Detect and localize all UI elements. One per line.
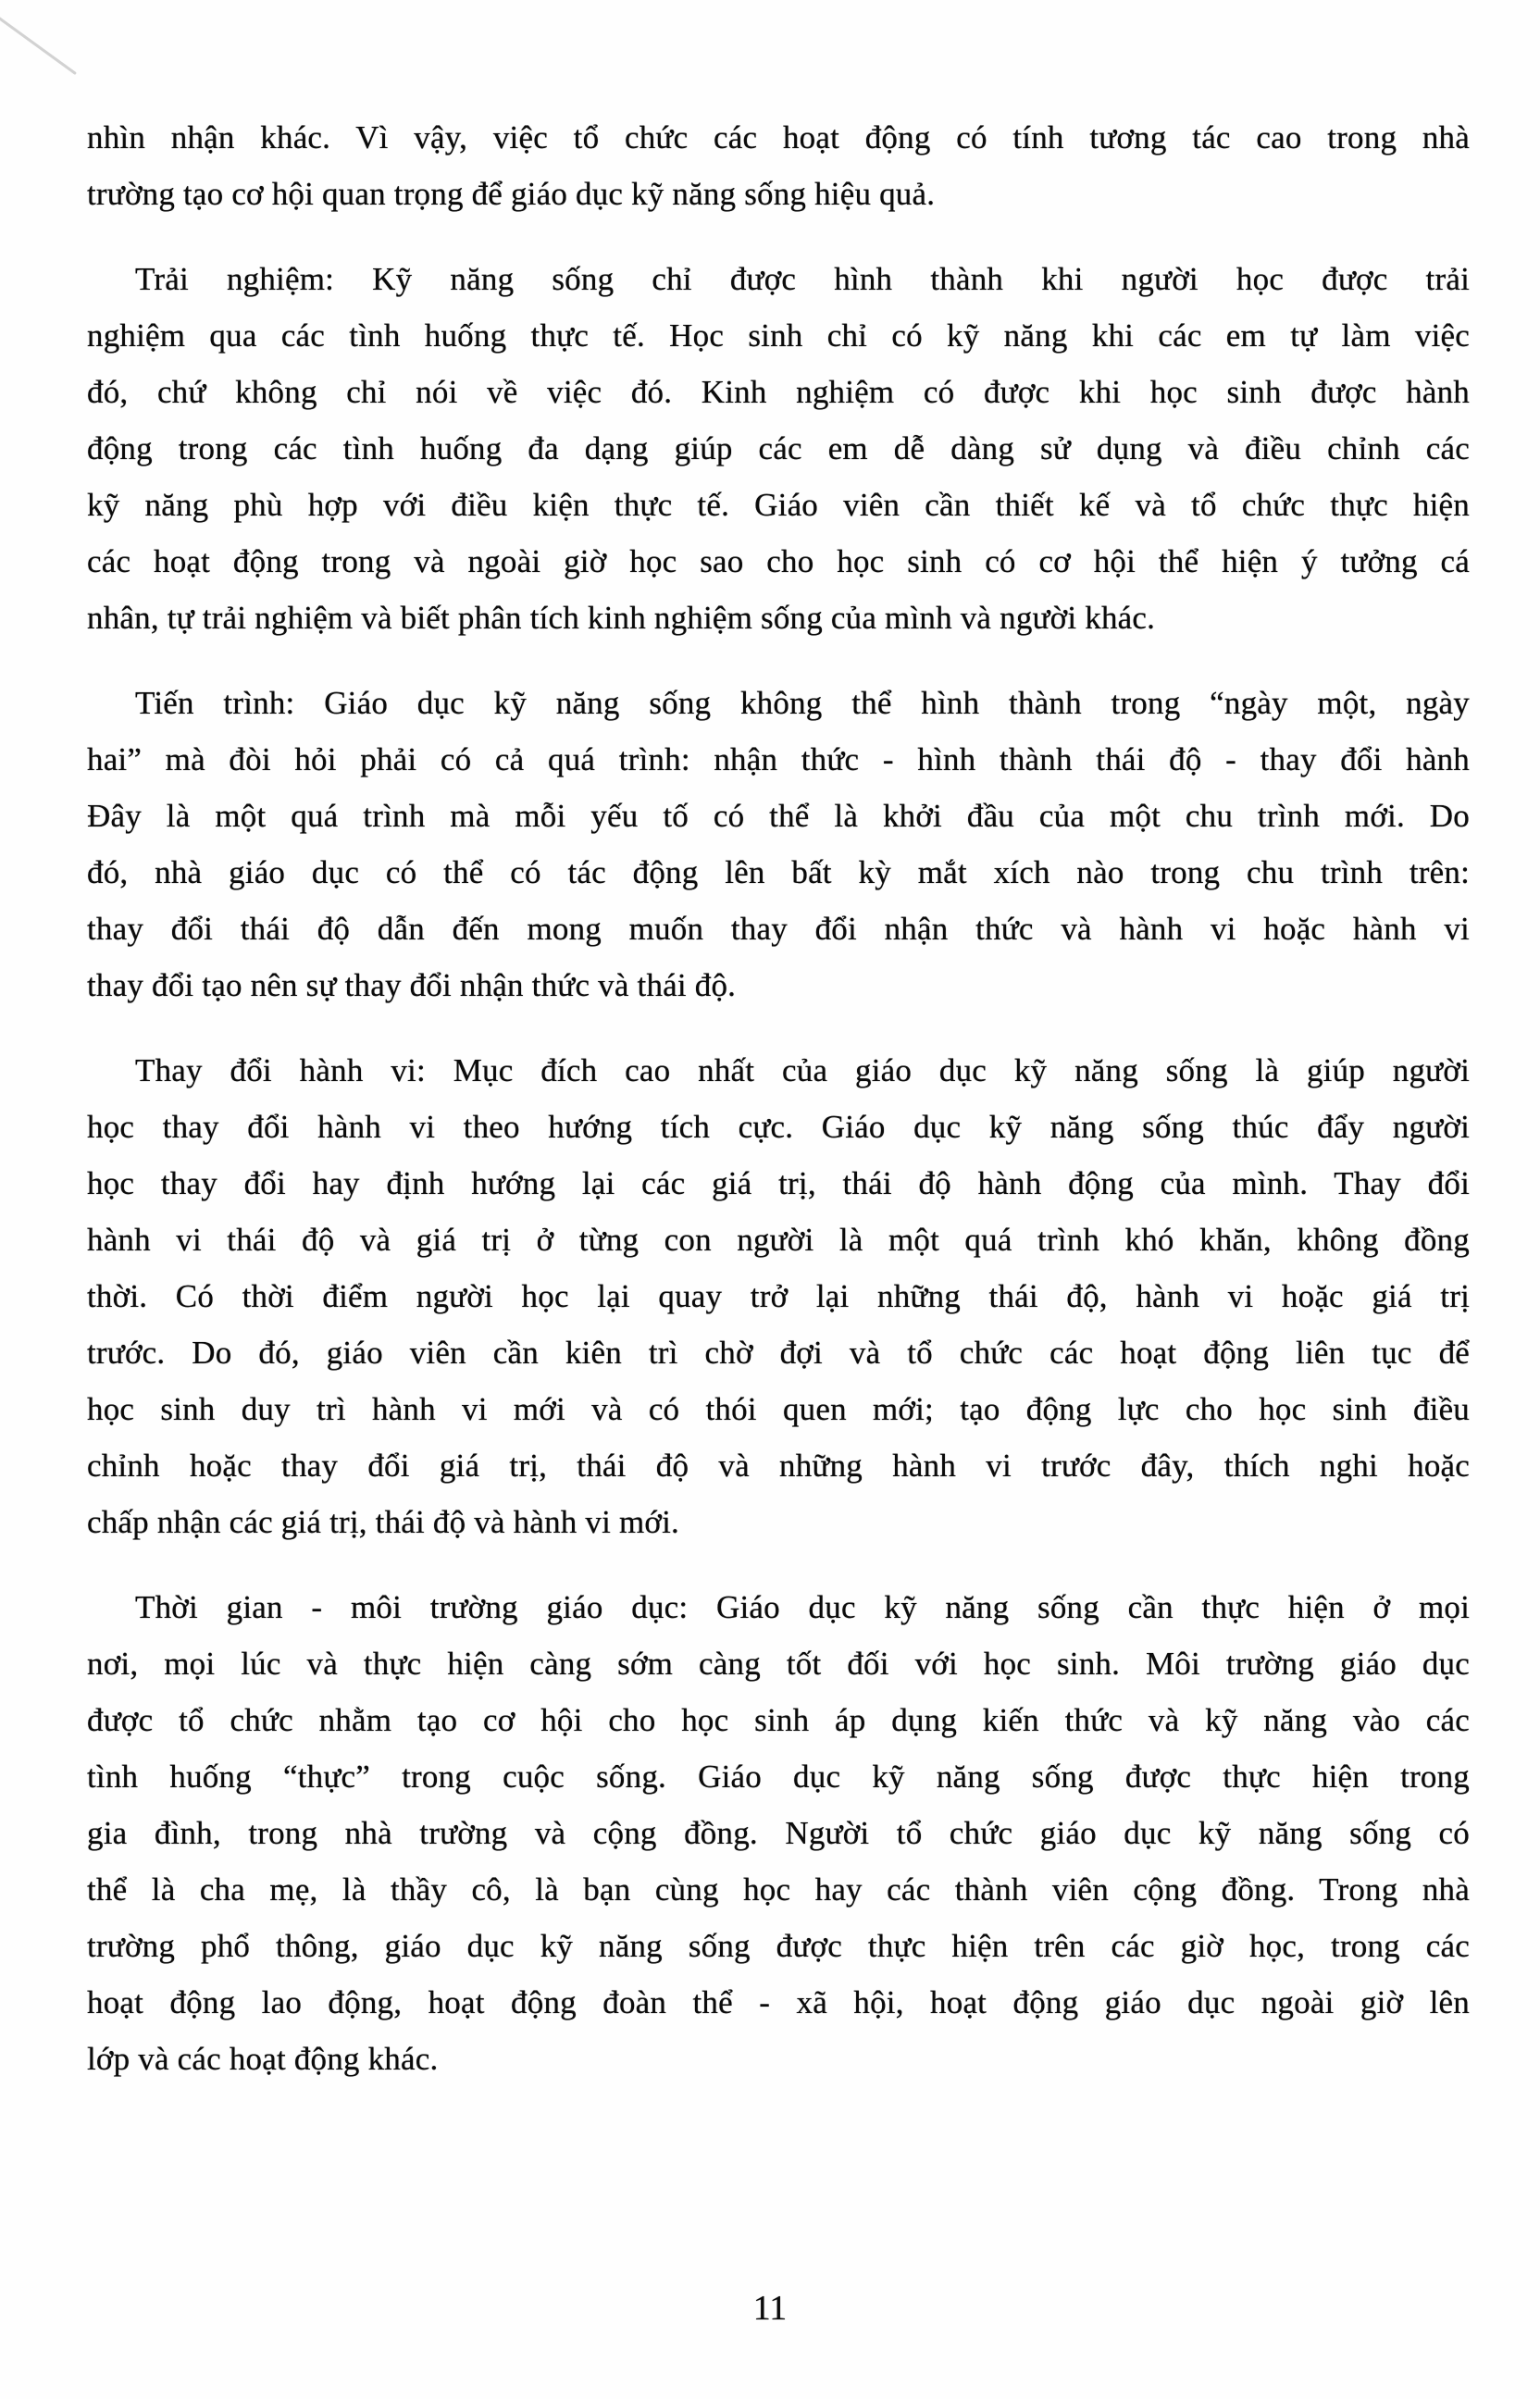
text-line: chỉnh hoặc thay đổi giá trị, thái độ và những hành vi trước đây, thích nghi hoặc xyxy=(87,1448,1470,1484)
text-line: nhân, tự trải nghiệm và biết phân tích kinh nghiệm sống của mình và người khác. xyxy=(87,600,1156,636)
text-line: nơi, mọi lúc và thực hiện càng sớm càng tốt đối với học sinh. Môi trường giáo dục xyxy=(87,1646,1470,1682)
text-line: tình huống “thực” trong cuộc sống. Giáo dục kỹ năng sống được thực hiện trong xyxy=(87,1759,1470,1795)
text-line: Đây là một quá trình mà mỗi yếu tố có thể là khởi đầu của một chu trình mới. Do xyxy=(87,798,1470,834)
text-line: hai” mà đòi hỏi phải có cả quá trình: nhận thức - hình thành thái độ - thay đổi hành xyxy=(87,741,1470,777)
text-line: Thay đổi hành vi: Mục đích cao nhất của giáo dục kỹ năng sống là giúp người xyxy=(135,1052,1470,1088)
text-line: Tiến trình: Giáo dục kỹ năng sống không thể hình thành trong “ngày một, ngày xyxy=(135,685,1470,721)
text-line: hành vi thái độ và giá trị ở từng con người là một quá trình khó khăn, không đồng xyxy=(87,1222,1470,1258)
text-line: hoạt động lao động, hoạt động đoàn thể - xã hội, hoạt động giáo dục ngoài giờ lên xyxy=(87,1984,1470,2020)
page-number: 11 xyxy=(752,2289,788,2328)
paragraph xyxy=(87,675,1470,1013)
text-line: thời. Có thời điểm người học lại quay trở lại những thái độ, hành vi hoặc giá trị xyxy=(87,1278,1470,1314)
paragraph xyxy=(87,1579,1470,2087)
text-line: thể là cha mẹ, là thầy cô, là bạn cùng học hay các thành viên cộng đồng. Trong nhà xyxy=(87,1871,1470,1908)
text-line: lớp và các hoạt động khác. xyxy=(87,2041,439,2077)
text-line: gia đình, trong nhà trường và cộng đồng. Người tổ chức giáo dục kỹ năng sống có xyxy=(87,1815,1470,1851)
text-line: Trải nghiệm: Kỹ năng sống chỉ được hình thành khi người học được trải xyxy=(135,261,1470,297)
text-line: học sinh duy trì hành vi mới và có thói quen mới; tạo động lực cho học sinh điều xyxy=(87,1391,1470,1427)
text-line: học thay đổi hay định hướng lại các giá trị, thái độ hành động của mình. Thay đổi xyxy=(87,1165,1470,1201)
paragraph xyxy=(87,109,1470,222)
text-line: đó, nhà giáo dục có thể có tác động lên bất kỳ mắt xích nào trong chu trình trên: xyxy=(87,854,1470,890)
scan-artifact-mark xyxy=(0,13,77,75)
text-line: trường tạo cơ hội quan trọng để giáo dục kỹ năng sống hiệu quả. xyxy=(87,176,936,212)
text-line: được tổ chức nhằm tạo cơ hội cho học sinh áp dụng kiến thức và kỹ năng vào các xyxy=(87,1702,1470,1738)
text-line: thay đổi thái độ dẫn đến mong muốn thay đổi nhận thức và hành vi hoặc hành vi xyxy=(87,911,1470,947)
text-line: thay đổi tạo nên sự thay đổi nhận thức và thái độ. xyxy=(87,967,737,1003)
paragraph xyxy=(87,251,1470,646)
text-line: nghiệm qua các tình huống thực tế. Học sinh chỉ có kỹ năng khi các em tự làm việc xyxy=(87,317,1470,354)
text-line: nhìn nhận khác. Vì vậy, việc tổ chức các hoạt động có tính tương tác cao trong nhà xyxy=(87,119,1470,155)
text-line: động trong các tình huống đa dạng giúp các em dễ dàng sử dụng và điều chỉnh các xyxy=(87,430,1470,466)
text-line: Thời gian - môi trường giáo dục: Giáo dục kỹ năng sống cần thực hiện ở mọi xyxy=(135,1589,1470,1625)
text-block xyxy=(87,109,1470,2087)
text-line: trường phổ thông, giáo dục kỹ năng sống được thực hiện trên các giờ học, trong các xyxy=(87,1928,1470,1964)
paragraph xyxy=(87,1042,1470,1550)
text-line: trước. Do đó, giáo viên cần kiên trì chờ đợi và tổ chức các hoạt động liên tục để xyxy=(87,1335,1470,1371)
text-line: đó, chứ không chỉ nói về việc đó. Kinh nghiệm có được khi học sinh được hành xyxy=(87,374,1470,410)
text-line: các hoạt động trong và ngoài giờ học sao cho học sinh có cơ hội thể hiện ý tưởng cá xyxy=(87,543,1470,579)
text-line: học thay đổi hành vi theo hướng tích cực. Giáo dục kỹ năng sống thúc đẩy người xyxy=(87,1109,1470,1145)
text-line: kỹ năng phù hợp với điều kiện thực tế. Giáo viên cần thiết kế và tổ chức thực hiện xyxy=(87,487,1470,523)
text-line: chấp nhận các giá trị, thái độ và hành vi mới. xyxy=(87,1504,680,1540)
